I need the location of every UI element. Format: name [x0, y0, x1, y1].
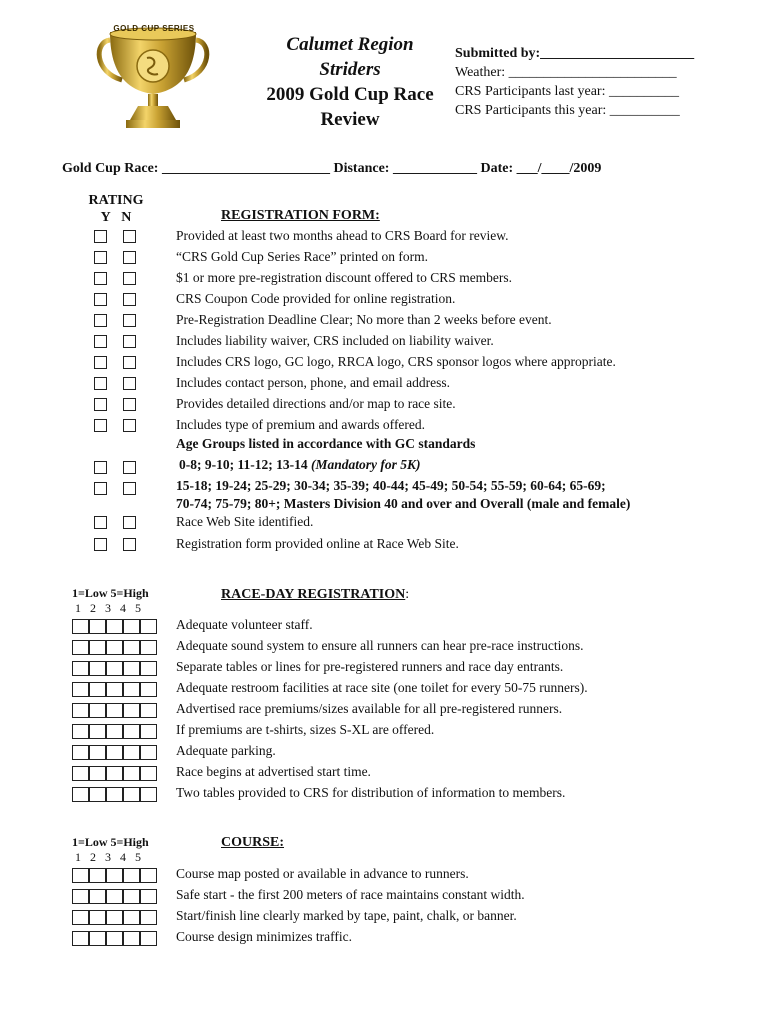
no-checkbox[interactable] [123, 272, 136, 285]
rating-scale-1-5 [72, 931, 157, 946]
age-groups-line1 [179, 457, 421, 473]
rating-box-5[interactable] [140, 910, 157, 925]
rating-box-2[interactable] [89, 682, 106, 697]
registration-item: $1 or more pre-registration discount offered to CRS members. [176, 270, 513, 285]
registration-item: CRS Coupon Code provided for online registration. [176, 291, 456, 306]
registration-item: Provided at least two months ahead to CRS Board for review. [176, 228, 509, 243]
rating-box-1[interactable] [72, 931, 89, 946]
rating-scale-1-5 [72, 703, 157, 718]
submitted-by-field[interactable]: Submitted by:______________________ [455, 46, 695, 61]
rating-box-4[interactable] [123, 931, 140, 946]
race-day-item: If premiums are t-shirts, sizes S-XL are offered. [176, 722, 435, 737]
age-groups-line1-text: 0-8; 9-10; 11-12; 13-14 [179, 457, 311, 472]
race-day-scale-numbers: 1 2 3 4 5 [75, 601, 141, 615]
registration-item: Includes liability waiver, CRS included on liability waiver. [176, 333, 494, 348]
no-checkbox[interactable] [123, 398, 136, 411]
rating-box-5[interactable] [140, 724, 157, 739]
rating-box-4[interactable] [123, 619, 140, 634]
race-day-item: Race begins at advertised start time. [176, 764, 371, 779]
rating-box-2[interactable] [89, 787, 106, 802]
race-day-item: Adequate volunteer staff. [176, 617, 313, 632]
participants-this-year-field[interactable]: CRS Participants this year: __________ [455, 103, 680, 118]
rating-box-4[interactable] [123, 703, 140, 718]
rating-box-3[interactable] [106, 640, 123, 655]
rating-box-2[interactable] [89, 910, 106, 925]
rating-box-3[interactable] [106, 889, 123, 904]
rating-box-2[interactable] [89, 724, 106, 739]
rating-box-2[interactable] [89, 703, 106, 718]
rating-box-2[interactable] [89, 931, 106, 946]
rating-box-3[interactable] [106, 910, 123, 925]
rating-box-3[interactable] [106, 766, 123, 781]
rating-box-5[interactable] [140, 661, 157, 676]
rating-scale-1-5 [72, 682, 157, 697]
rating-box-4[interactable] [123, 787, 140, 802]
rating-box-1[interactable] [72, 868, 89, 883]
course-heading: COURSE: [221, 835, 285, 850]
registration-item: “CRS Gold Cup Series Race” printed on form. [176, 249, 428, 264]
age-groups-line2: 15-18; 19-24; 25-29; 30-34; 35-39; 40-44; 45-49; 50-54; 55-59; 60-64; 65-69; [176, 478, 606, 493]
rating-scale-1-5 [72, 766, 157, 781]
title-org-line1: Calumet Region [286, 34, 414, 55]
rating-yes-label: Y [100, 210, 111, 225]
rating-no-label: N [121, 210, 132, 225]
yes-checkbox[interactable] [94, 538, 107, 551]
logo-banner-text: GOLD CUP SERIES [113, 24, 195, 33]
rating-scale-1-5 [72, 661, 157, 676]
race-name-field[interactable]: Gold Cup Race: ________________________ [62, 161, 330, 176]
race-day-item: Adequate sound system to ensure all runners can hear pre-race instructions. [176, 638, 584, 653]
course-item: Start/finish line clearly marked by tape, paint, chalk, or banner. [176, 908, 517, 923]
registration-item: Includes contact person, phone, and email address. [176, 375, 451, 390]
rating-box-5[interactable] [140, 931, 157, 946]
rating-box-3[interactable] [106, 661, 123, 676]
registration-item: Includes CRS logo, GC logo, RRCA logo, CRS sponsor logos where appropriate. [176, 354, 616, 369]
registration-web-item: Race Web Site identified. [176, 514, 314, 529]
registration-item: Provides detailed directions and/or map to race site. [176, 396, 456, 411]
yes-checkbox[interactable] [94, 251, 107, 264]
rating-box-1[interactable] [72, 619, 89, 634]
no-checkbox[interactable] [123, 293, 136, 306]
rating-box-4[interactable] [123, 640, 140, 655]
rating-box-4[interactable] [123, 661, 140, 676]
race-day-item: Adequate parking. [176, 743, 276, 758]
course-item: Course map posted or available in advance to runners. [176, 866, 469, 881]
age-groups-mandatory-note: (Mandatory for 5K) [310, 457, 421, 472]
no-checkbox[interactable] [123, 251, 136, 264]
rating-box-1[interactable] [72, 766, 89, 781]
distance-field[interactable]: Distance: ____________ [333, 161, 477, 176]
rating-scale-1-5 [72, 910, 157, 925]
rating-scale-1-5 [72, 640, 157, 655]
age-groups-heading: Age Groups listed in accordance with GC standards [176, 436, 476, 451]
date-field[interactable]: Date: ___/____/2009 [480, 161, 602, 176]
registration-form-heading: REGISTRATION FORM: [221, 208, 380, 223]
rating-box-5[interactable] [140, 787, 157, 802]
rating-box-2[interactable] [89, 766, 106, 781]
no-checkbox[interactable] [123, 314, 136, 327]
rating-box-1[interactable] [72, 787, 89, 802]
course-scale-numbers: 1 2 3 4 5 [75, 850, 141, 864]
race-day-item: Two tables provided to CRS for distribution of information to members. [176, 785, 566, 800]
rating-box-3[interactable] [106, 724, 123, 739]
yes-checkbox[interactable] [94, 272, 107, 285]
yes-checkbox[interactable] [94, 335, 107, 348]
rating-scale-1-5 [72, 619, 157, 634]
rating-box-1[interactable] [72, 745, 89, 760]
rating-box-3[interactable] [106, 682, 123, 697]
registration-web-item: Registration form provided online at Race Web Site. [176, 536, 459, 551]
yes-checkbox[interactable] [94, 516, 107, 529]
rating-box-4[interactable] [123, 682, 140, 697]
rating-scale-1-5 [72, 889, 157, 904]
rating-box-1[interactable] [72, 889, 89, 904]
rating-box-2[interactable] [89, 868, 106, 883]
title-review-line: Review [320, 109, 380, 130]
rating-box-5[interactable] [140, 868, 157, 883]
rating-box-5[interactable] [140, 640, 157, 655]
rating-box-2[interactable] [89, 745, 106, 760]
age-groups-line3: 70-74; 75-79; 80+; Masters Division 40 and over and Overall (male and female) [176, 496, 631, 511]
course-scale-label: 1=Low 5=High [72, 835, 149, 849]
no-checkbox[interactable] [123, 230, 136, 243]
no-checkbox[interactable] [123, 461, 136, 474]
rating-box-1[interactable] [72, 910, 89, 925]
registration-item: Includes type of premium and awards offered. [176, 417, 426, 432]
race-day-item: Advertised race premiums/sizes available for all pre-registered runners. [176, 701, 563, 716]
rating-box-4[interactable] [123, 889, 140, 904]
rating-box-5[interactable] [140, 703, 157, 718]
yes-checkbox[interactable] [94, 230, 107, 243]
rating-box-1[interactable] [72, 703, 89, 718]
race-info-line [62, 161, 601, 177]
rating-box-5[interactable] [140, 766, 157, 781]
rating-box-5[interactable] [140, 745, 157, 760]
yes-checkbox[interactable] [94, 356, 107, 369]
no-checkbox[interactable] [123, 356, 136, 369]
no-checkbox[interactable] [123, 516, 136, 529]
race-day-heading-colon: : [405, 587, 410, 602]
rating-box-1[interactable] [72, 724, 89, 739]
course-item: Course design minimizes traffic. [176, 929, 352, 944]
rating-box-4[interactable] [123, 745, 140, 760]
rating-label: RATING [88, 193, 144, 208]
rating-box-4[interactable] [123, 766, 140, 781]
race-day-heading-text: RACE-DAY REGISTRATION [221, 587, 406, 602]
yes-checkbox[interactable] [94, 419, 107, 432]
yes-checkbox[interactable] [94, 398, 107, 411]
rating-box-2[interactable] [89, 619, 106, 634]
rating-box-3[interactable] [106, 619, 123, 634]
gold-cup-trophy-logo [92, 20, 214, 134]
yes-checkbox[interactable] [94, 314, 107, 327]
rating-header [84, 192, 148, 226]
rating-box-3[interactable] [106, 931, 123, 946]
rating-box-2[interactable] [89, 889, 106, 904]
rating-scale-1-5 [72, 745, 157, 760]
course-item: Safe start - the first 200 meters of race maintains constant width. [176, 887, 525, 902]
rating-scale-1-5 [72, 868, 157, 883]
rating-box-4[interactable] [123, 910, 140, 925]
rating-box-5[interactable] [140, 889, 157, 904]
rating-box-3[interactable] [106, 787, 123, 802]
yes-checkbox[interactable] [94, 461, 107, 474]
submission-info [455, 44, 694, 120]
rating-box-3[interactable] [106, 868, 123, 883]
page-title [240, 32, 460, 132]
rating-box-2[interactable] [89, 661, 106, 676]
rating-box-4[interactable] [123, 724, 140, 739]
registration-item: Pre-Registration Deadline Clear; No more than 2 weeks before event. [176, 312, 552, 327]
no-checkbox[interactable] [123, 419, 136, 432]
rating-box-2[interactable] [89, 640, 106, 655]
yes-checkbox[interactable] [94, 377, 107, 390]
rating-box-3[interactable] [106, 703, 123, 718]
rating-scale-1-5 [72, 724, 157, 739]
rating-box-1[interactable] [72, 682, 89, 697]
race-day-item: Separate tables or lines for pre-registered runners and race day entrants. [176, 659, 564, 674]
rating-box-4[interactable] [123, 868, 140, 883]
yes-checkbox[interactable] [94, 293, 107, 306]
race-day-item: Adequate restroom facilities at race site (one toilet for every 50-75 runners). [176, 680, 588, 695]
weather-field[interactable]: Weather: ________________________ [455, 65, 677, 80]
no-checkbox[interactable] [123, 335, 136, 348]
no-checkbox[interactable] [123, 538, 136, 551]
title-race-line: 2009 Gold Cup Race [266, 84, 434, 105]
yes-checkbox[interactable] [94, 482, 107, 495]
race-day-heading [221, 587, 409, 603]
rating-box-5[interactable] [140, 682, 157, 697]
race-day-scale-label: 1=Low 5=High [72, 586, 149, 600]
participants-last-year-field[interactable]: CRS Participants last year: __________ [455, 84, 679, 99]
title-org-line2: Striders [319, 59, 381, 80]
rating-box-5[interactable] [140, 619, 157, 634]
rating-box-3[interactable] [106, 745, 123, 760]
rating-box-1[interactable] [72, 640, 89, 655]
no-checkbox[interactable] [123, 377, 136, 390]
rating-box-1[interactable] [72, 661, 89, 676]
rating-scale-1-5 [72, 787, 157, 802]
no-checkbox[interactable] [123, 482, 136, 495]
